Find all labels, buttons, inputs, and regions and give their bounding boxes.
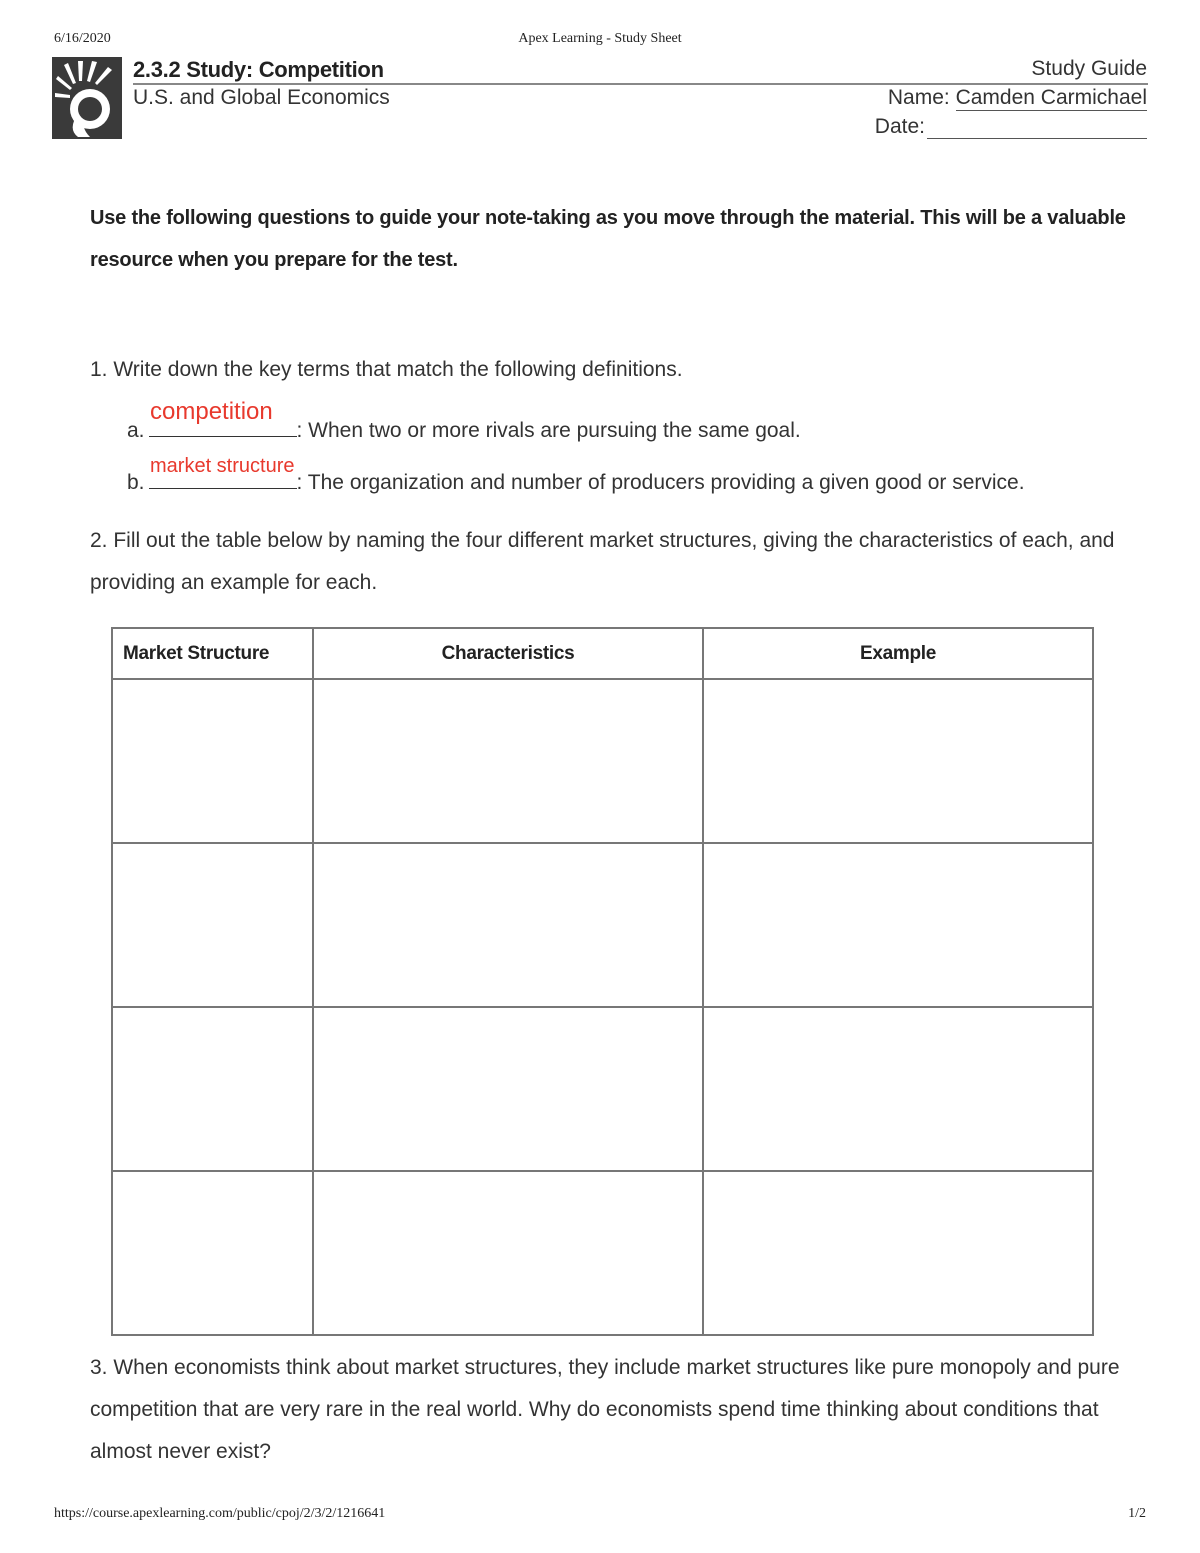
footer-url[interactable]: https://course.apexlearning.com/public/cpoj/2/3/2/1216641	[54, 1506, 386, 1521]
print-date: 6/16/2020	[54, 31, 111, 46]
name-label: Name:	[887, 86, 950, 109]
table-cell[interactable]	[112, 679, 313, 843]
table-cell[interactable]	[703, 1007, 1093, 1171]
course-title: 2.3.2 Study: Competition	[133, 57, 384, 82]
table-cell[interactable]	[112, 1007, 313, 1171]
answer-b-blank[interactable]	[149, 470, 297, 489]
header-divider	[133, 83, 1148, 85]
header-characteristics: Characteristics	[313, 628, 703, 679]
table-cell[interactable]	[313, 1171, 703, 1335]
table-cell[interactable]	[313, 1007, 703, 1171]
table-cell[interactable]	[313, 843, 703, 1007]
course-subtitle: U.S. and Global Economics	[133, 86, 390, 109]
page-number: 1/2	[1128, 1506, 1146, 1521]
answer-b[interactable]: market structure	[150, 455, 295, 477]
table-cell[interactable]	[112, 1171, 313, 1335]
table-cell[interactable]	[112, 843, 313, 1007]
question-2-prompt: 2. Fill out the table below by naming the four different market structures, giving the characteristics of each, and providing an example for each.	[90, 529, 1115, 594]
table-cell[interactable]	[703, 843, 1093, 1007]
market-structure-table	[111, 627, 1094, 1336]
table-cell[interactable]	[703, 1171, 1093, 1335]
apex-logo	[52, 57, 122, 139]
table-row	[112, 679, 1093, 843]
question-3-prompt: 3. When economists think about market structures, they include market structures like pure monopoly and pure competition that are very rare in the real world. Why do economists spend time thinking about conditions that almost never exist?	[90, 1356, 1120, 1463]
header-example: Example	[703, 628, 1093, 679]
question-1-prompt: 1. Write down the key terms that match the following definitions.	[90, 358, 683, 381]
table-row	[112, 843, 1093, 1007]
date-row	[875, 115, 1147, 139]
definition-a-text: : When two or more rivals are pursuing the same goal.	[296, 419, 801, 442]
print-page-title: Apex Learning - Study Sheet	[518, 31, 682, 46]
apex-logo-icon	[52, 57, 122, 139]
table-cell[interactable]	[703, 679, 1093, 843]
answer-a[interactable]: competition	[150, 398, 273, 425]
definition-b-letter: b.	[127, 471, 145, 494]
date-label: Date:	[874, 115, 925, 138]
table-cell[interactable]	[313, 679, 703, 843]
date-field[interactable]	[927, 116, 1147, 139]
answer-a-blank[interactable]	[149, 418, 297, 437]
table-row	[112, 1007, 1093, 1171]
table-row	[112, 1171, 1093, 1335]
definition-a-letter: a.	[127, 419, 145, 442]
name-row	[888, 86, 1147, 110]
instructions: Use the following questions to guide your note-taking as you move through the material. This will be a valuable resource when you prepare for the test.	[90, 207, 1126, 271]
definition-b-text: : The organization and number of producers providing a given good or service.	[296, 471, 1025, 494]
study-guide-label: Study Guide	[1031, 57, 1147, 80]
table-header-row	[112, 628, 1093, 679]
header-market-structure: Market Structure	[112, 628, 313, 679]
definition-b	[127, 470, 1025, 495]
definition-a	[127, 418, 801, 443]
name-value[interactable]: Camden Carmichael	[955, 86, 1147, 109]
